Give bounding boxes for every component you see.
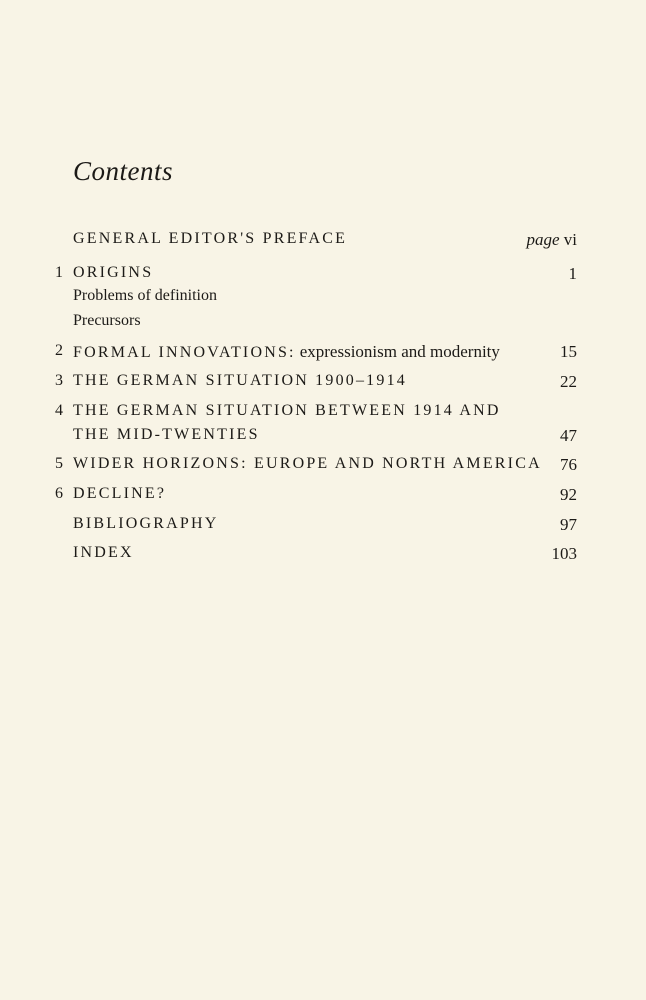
toc-entry-ch3 <box>55 372 577 402</box>
toc-subentry <box>55 312 577 342</box>
toc-entry-page: 76 <box>560 455 577 474</box>
chapter-number: 4 <box>55 402 63 419</box>
toc-entry-page: 97 <box>560 515 577 534</box>
toc-entry-label: GENERAL EDITOR'S PREFACE <box>73 230 348 247</box>
toc-entry-page: 22 <box>560 372 577 391</box>
table-of-contents <box>55 230 577 563</box>
toc-entry-ch2 <box>55 342 577 372</box>
toc-entry-page: 47 <box>560 426 577 445</box>
toc-entry-label-rest: expressionism and modernity <box>299 342 500 361</box>
chapter-number: 1 <box>55 264 63 281</box>
toc-entry-page: 92 <box>560 485 577 504</box>
toc-entry-label <box>73 342 517 362</box>
chapter-number: 6 <box>55 485 63 502</box>
toc-entry-label-line2: THE MID-TWENTIES <box>73 426 260 443</box>
toc-entry-label: INDEX <box>73 544 134 561</box>
toc-entry-page: 15 <box>560 342 577 361</box>
toc-entry-preface <box>55 230 577 260</box>
chapter-number: 2 <box>55 342 63 359</box>
toc-entry-label: THE GERMAN SITUATION 1900–1914 <box>73 372 407 389</box>
toc-entry-ch6 <box>55 485 577 515</box>
toc-entry-label-caps: FORMAL INNOVATIONS: <box>73 344 296 361</box>
toc-entry-page <box>526 230 577 250</box>
toc-entry-label: DECLINE? <box>73 485 167 502</box>
toc-entry-bibliography <box>55 515 577 545</box>
toc-entry-ch4-cont <box>55 426 577 456</box>
toc-entry-label: WIDER HORIZONS: EUROPE AND NORTH AMERICA <box>73 455 542 472</box>
toc-entry-label: ORIGINS <box>73 264 154 281</box>
chapter-number: 5 <box>55 455 63 472</box>
page-number: vi <box>563 230 577 249</box>
toc-entry-label-line1: THE GERMAN SITUATION BETWEEN 1914 AND <box>73 402 501 419</box>
toc-entry-label: BIBLIOGRAPHY <box>73 515 219 532</box>
chapter-number: 3 <box>55 372 63 389</box>
page-word: page <box>526 230 560 249</box>
toc-entry-ch5 <box>55 455 577 485</box>
toc-entry-index <box>55 544 577 574</box>
toc-subentry-label: Precursors <box>73 312 141 329</box>
toc-entry-page: 1 <box>568 264 577 283</box>
toc-entry-page: 103 <box>551 544 577 563</box>
page-title: Contents <box>73 156 174 186</box>
toc-subentry-label: Problems of definition <box>73 287 217 304</box>
